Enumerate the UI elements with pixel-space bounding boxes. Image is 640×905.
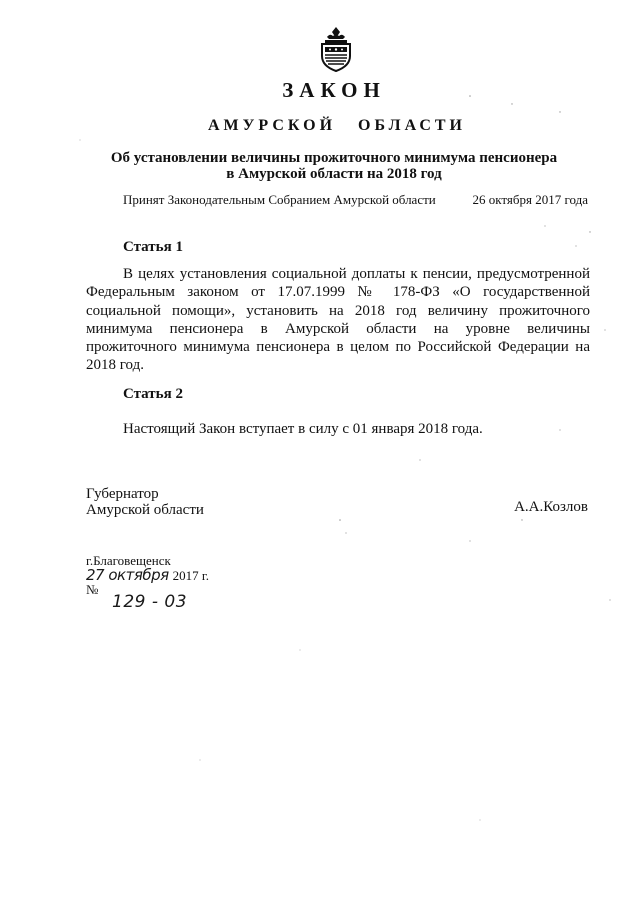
adoption-statement: Принят Законодательным Собранием Амурской области xyxy=(123,192,436,207)
handwritten-law-number: 129 - 03 xyxy=(112,592,188,612)
article-1-heading: Статья 1 xyxy=(123,239,183,255)
region-title-word-2: ОБЛАСТИ xyxy=(358,117,466,134)
law-subject-line-2: в Амурской области на 2018 год xyxy=(226,166,442,182)
law-subject-line-1: Об установлении величины прожиточного минимума пенсионера xyxy=(110,150,558,166)
document-type-title: ЗАКОН xyxy=(282,78,386,102)
number-label: № xyxy=(86,582,99,597)
place-of-signing: г.Благовещенск xyxy=(86,553,171,568)
region-title xyxy=(0,117,640,135)
signing-date xyxy=(86,566,209,584)
signatory-position xyxy=(86,486,204,518)
signatory-position-line-1: Губернатор xyxy=(86,486,159,502)
signatory-position-line-2: Амурской области xyxy=(86,502,204,518)
coat-of-arms-icon xyxy=(318,26,354,72)
article-2-text: Настоящий Закон вступает в силу с 01 января 2018 года. xyxy=(123,421,483,437)
article-1-text: В целях установления социальной доплаты к пенсии, предусмотренной Федеральным законом от 17.07.1999 № 178-ФЗ «О государственной социальной помощи», установить на 2018 год величину прожиточного минимума пенсионера в Амурской области на уровне величины прожиточного минимума пенсионера в целом по Российской Федерации на 2018 год. xyxy=(86,266,590,374)
region-title-word-1: АМУРСКОЙ xyxy=(208,117,337,134)
signing-year: 2017 г. xyxy=(172,568,210,583)
handwritten-date: 27 октября xyxy=(86,566,169,584)
law-subject-title xyxy=(0,150,640,182)
signatory-name: А.А.Козлов xyxy=(514,499,588,515)
adoption-date: 26 октября 2017 года xyxy=(472,192,588,207)
article-2-heading: Статья 2 xyxy=(123,386,183,402)
